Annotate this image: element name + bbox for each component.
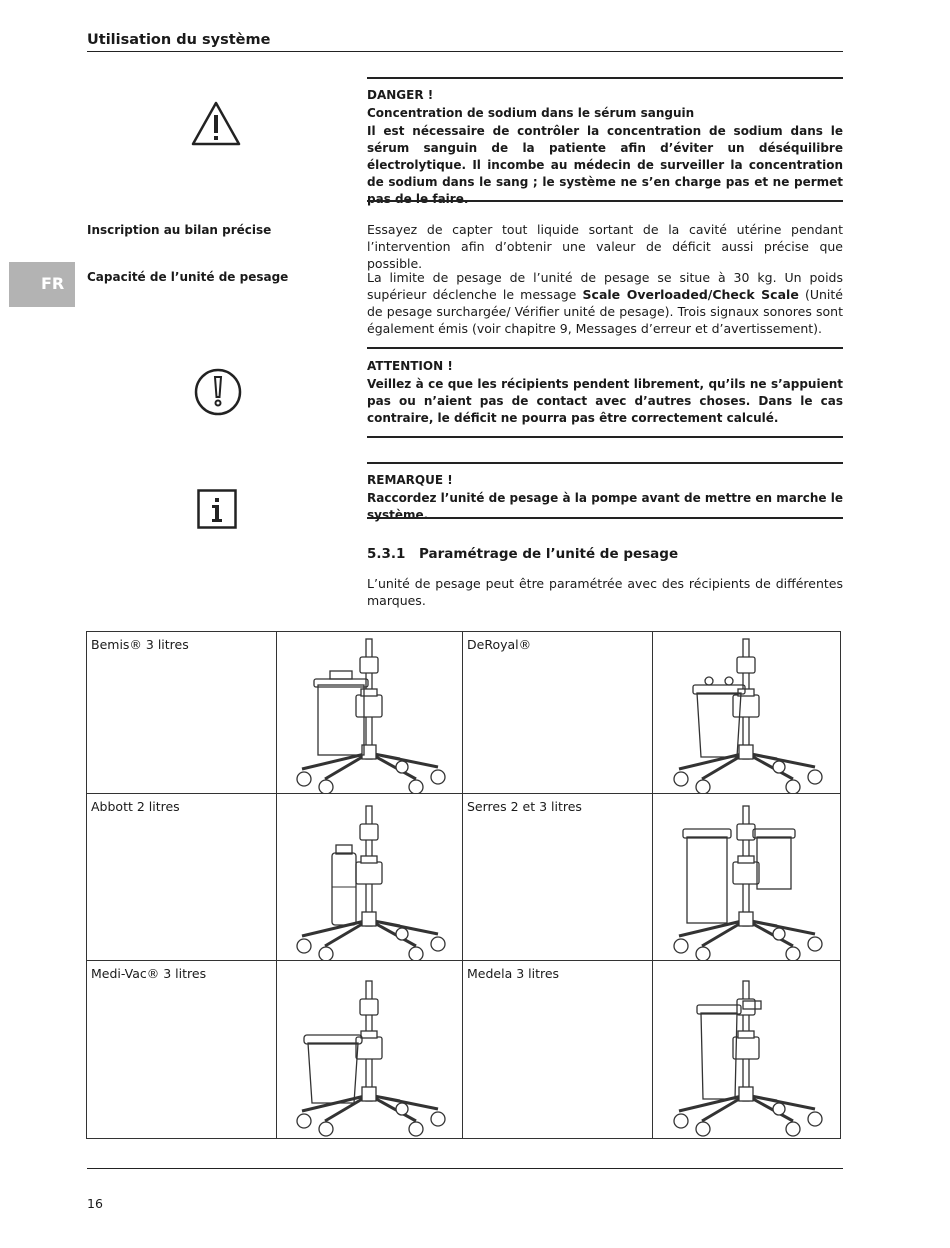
page-header-title: Utilisation du système bbox=[87, 32, 271, 48]
header-rule bbox=[87, 51, 843, 52]
danger-subheading: Concentration de sodium dans le sérum sanguin bbox=[367, 106, 695, 120]
table-row bbox=[87, 794, 841, 961]
capacite-message: Scale Overloaded/Check Scale bbox=[582, 287, 799, 302]
info-icon bbox=[197, 489, 237, 533]
subsection-text: L’unité de pesage peut être paramétrée avec des récipients de différentes marques. bbox=[367, 576, 843, 608]
capacite-text-after: (Unité de pesage surchargée/ Vérifier unité de pesage). Trois signaux sonores sont également émis (voir chapitre 9, Messages d’erreur et d’avertissement). bbox=[367, 287, 843, 336]
attention-heading: ATTENTION ! bbox=[367, 359, 453, 373]
language-tab bbox=[9, 262, 75, 307]
attention-bottom-rule bbox=[367, 436, 843, 438]
remarque-body: Raccordez l’unité de pesage à la pompe avant de mettre en marche le système. bbox=[367, 491, 843, 522]
subsection-number: 5.3.1 bbox=[367, 546, 406, 562]
attention-top-rule bbox=[367, 347, 843, 349]
stand-illustration-deroyal bbox=[657, 633, 837, 793]
brand-image-cell bbox=[277, 961, 463, 1139]
attention-body: Veillez à ce que les récipients pendent librement, qu’ils ne s’appuient pas ou n’aient pas de contact avec d’autres choses. Dans le cas contraire, le déficit ne pourra pas être correctement calculé. bbox=[367, 377, 843, 425]
brand-cell: Bemis® 3 litres bbox=[87, 632, 277, 794]
brand-cell: DeRoyal® bbox=[463, 632, 653, 794]
brand-table bbox=[86, 631, 841, 1139]
table-row bbox=[87, 632, 841, 794]
stand-illustration-medivac bbox=[280, 963, 460, 1138]
stand-illustration-bemis bbox=[280, 633, 460, 793]
section-text-inscription: Essayez de capter tout liquide sortant de la cavité utérine pendant l’intervention afin d’obtenir une valeur de déficit aussi précise que possible. bbox=[367, 222, 843, 271]
brand-cell: Abbott 2 litres bbox=[87, 794, 277, 961]
brand-cell: Medela 3 litres bbox=[463, 961, 653, 1139]
brand-image-cell bbox=[277, 794, 463, 961]
brand-image-cell bbox=[653, 632, 841, 794]
brand-cell: Medi-Vac® 3 litres bbox=[87, 961, 277, 1139]
danger-heading: DANGER ! bbox=[367, 88, 434, 102]
danger-body: Il est nécessaire de contrôler la concentration de sodium dans le sérum sanguin de la patiente afin d’éviter un déséquilibre électrolytique. Il incombe au médecin de surveiller la concentration de sodium dans le sang ; le système ne s’en charge pas et ne permet pas de le faire. bbox=[367, 124, 843, 206]
footer-rule bbox=[87, 1168, 843, 1169]
stand-illustration-serres bbox=[657, 795, 837, 960]
warning-triangle-icon bbox=[190, 100, 242, 152]
brand-cell: Serres 2 et 3 litres bbox=[463, 794, 653, 961]
remarque-bottom-rule bbox=[367, 517, 843, 519]
remarque-top-rule bbox=[367, 462, 843, 464]
brand-image-cell bbox=[277, 632, 463, 794]
page-number: 16 bbox=[87, 1196, 103, 1211]
capacite-text-before: La limite de pesage de l’unité de pesage se situe à 30 kg. Un poids supérieur déclenche le message bbox=[367, 270, 843, 302]
language-tab-label: FR bbox=[41, 274, 65, 293]
stand-illustration-abbott bbox=[280, 795, 460, 960]
section-label-inscription: Inscription au bilan précise bbox=[87, 223, 272, 237]
subsection-title: Paramétrage de l’unité de pesage bbox=[419, 546, 679, 562]
danger-bottom-rule bbox=[367, 200, 843, 202]
section-text-capacite bbox=[367, 269, 843, 337]
attention-circle-icon bbox=[193, 367, 243, 421]
stand-illustration-medela bbox=[657, 963, 837, 1138]
danger-top-rule bbox=[367, 77, 843, 79]
remarque-heading: REMARQUE ! bbox=[367, 473, 453, 487]
table-row bbox=[87, 961, 841, 1139]
brand-image-cell bbox=[653, 794, 841, 961]
section-label-capacite: Capacité de l’unité de pesage bbox=[87, 270, 289, 284]
brand-image-cell bbox=[653, 961, 841, 1139]
